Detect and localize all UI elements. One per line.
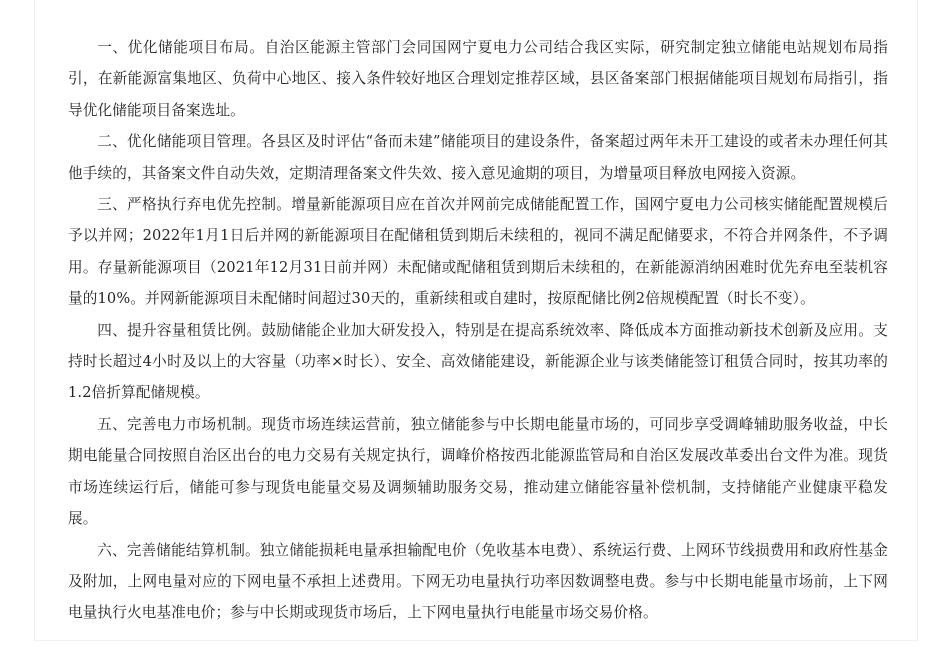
paragraph-market-mechanism: 五、完善电力市场机制。现货市场连续运营前，独立储能参与中长期电能量市场的，可同步享受调峰辅助服务收益，中长期电能量合同按照自治区出台的电力交易有关规定执行，调峰价格按西北能源监管局和自治区发展改革委出台文件为准。现货市场连续运行后，储能可参与现货电能量交易及调频辅助服务交易，推动建立储能容量补偿机制，支持储能产业健康平稳发展。 (68, 415, 888, 528)
paragraph-capacity-leasing: 四、提升容量租赁比例。鼓励储能企业加大研发投入，特别是在提高系统效率、降低成本方面推动新技术创新及应用。支持时长超过4小时及以上的大容量（功率×时长）、安全、高效储能建设，新能源企业与该类储能签订租赁合同时，按其功率的1.2倍折算配储规模。 (68, 321, 888, 402)
paragraph-curtailment-control: 三、严格执行弃电优先控制。增量新能源项目应在首次并网前完成储能配置工作，国网宁夏电力公司核实储能配置规模后予以并网；2022年1月1日后并网的新能源项目在配储租赁到期后未续租的，视同不满足配储要求，不符合并网条件，不予调用。存量新能源项目（2021年12月31日前并网）未配储或配储租赁到期后未续租的，在新能源消纳困难时优先弃电至装机容量的10%。并网新能源项目未配储时间超过30天的，重新续租或自建时，按原配储比例2倍规模配置（时长不变）。 (68, 196, 888, 308)
document-page (34, 0, 918, 641)
paragraph-optimize-layout: 一、优化储能项目布局。自治区能源主管部门会同国网宁夏电力公司结合我区实际，研究制定独立储能电站规划布局指引，在新能源富集地区、负荷中心地区、接入条件较好地区合理划定推荐区域，县区备案部门根据储能项目规划布局指引，指导优化储能项目备案选址。 (68, 39, 888, 119)
paragraph-optimize-management: 二、优化储能项目管理。各县区及时评估“备而未建”储能项目的建设条件，备案超过两年未开工建设的或者未办理任何其他手续的，其备案文件自动失效，定期清理备案文件失效、接入意见逾期的项目，为增量项目释放电网接入资源。 (68, 133, 888, 182)
paragraph-settlement-mechanism: 六、完善储能结算机制。独立储能损耗电量承担输配电价（免收基本电费）、系统运行费、上网环节线损费用和政府性基金及附加，上网电量对应的下网电量不承担上述费用。下网无功电量执行功率因数调整电费。参与中长期电能量市场前，上下网电量执行火电基准电价；参与中长期或现货市场后，上下网电量执行电能量市场交易价格。 (68, 541, 888, 622)
document-body (68, 32, 888, 629)
